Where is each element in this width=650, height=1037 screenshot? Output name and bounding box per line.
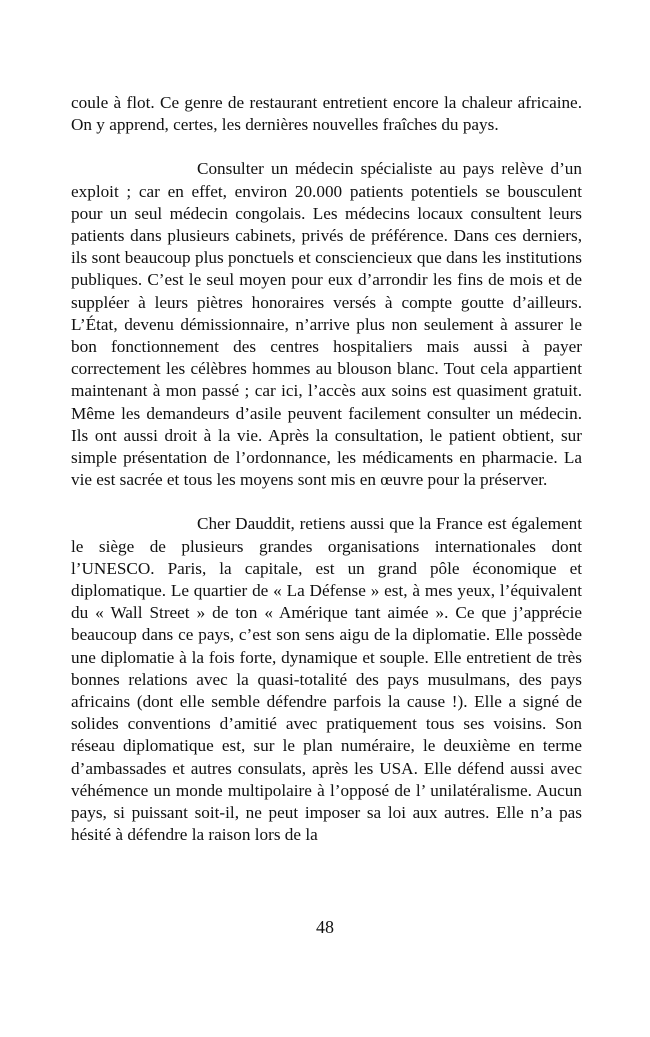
paragraph-diplomacy: Cher Dauddit, retiens aussi que la France est également le siège de plusieurs grandes organisations internationales dont l’UNESCO. Paris, la capitale, est un grand pôle économique et diplomatique. Le quartier de « La Défense » est, à mes yeux, l’équivalent du « Wall Street » de ton « Amérique tant aimée ». Ce que j’apprécie beaucoup dans ce pays, c’est son sens aigu de la diplomatie. Elle possède une diplomatie à la fois forte, dynamique et souple. Elle entretient de très bonnes relations avec la quasi-totalité des pays musulmans, des pays africains (dont elle semble défendre parfois la cause !). Elle a signé de solides conventions d’amitié avec pratiquement tous ses voisins. Son réseau diplomatique est, sur le plan numéraire, le deuxième en terme d’ambassades et autres consulats, après les USA. Elle défend aussi avec véhémence un monde multipolaire à l’opposé de l’ unilatéralisme. Aucun pays, si puissant soit-il, ne peut imposer sa loi aux autres. Elle n’a pas hésité à défendre la raison lors de la [71,514,582,845]
paragraph-continuation: coule à flot. Ce genre de restaurant entretient encore la chaleur africaine. On y apprend, certes, les dernières nouvelles fraîches du pays. [71,93,582,135]
page-number: 48 [316,917,334,937]
page-body [71,92,582,847]
paragraph-healthcare: Consulter un médecin spécialiste au pays relève d’un exploit ; car en effet, environ 20.000 patients potentiels se bousculent pour un seul médecin congolais. Les médecins locaux consultent leurs patients dans plusieurs cabinets, privés de préférence. Dans ces derniers, ils sont beaucoup plus ponctuels et consciencieux que dans les institutions publiques. C’est le seul moyen pour eux d’arrondir les fins de mois et de suppléer à leurs piètres honoraires versés à compte goutte d’ailleurs. L’État, devenu démissionnaire, n’arrive plus non seulement à assurer le bon fonctionnement des centres hospitaliers mais aussi à payer correctement les célèbres hommes au blouson blanc. Tout cela appartient maintenant à mon passé ; car ici, l’accès aux soins est quasiment gratuit. Même les demandeurs d’asile peuvent facilement consulter un médecin. Ils ont aussi droit à la vie. Après la consultation, le patient obtient, sur simple présentation de l’ordonnance, les médicaments en pharmacie. La vie est sacrée et tous les moyens sont mis en œuvre pour la préserver. [71,159,582,490]
